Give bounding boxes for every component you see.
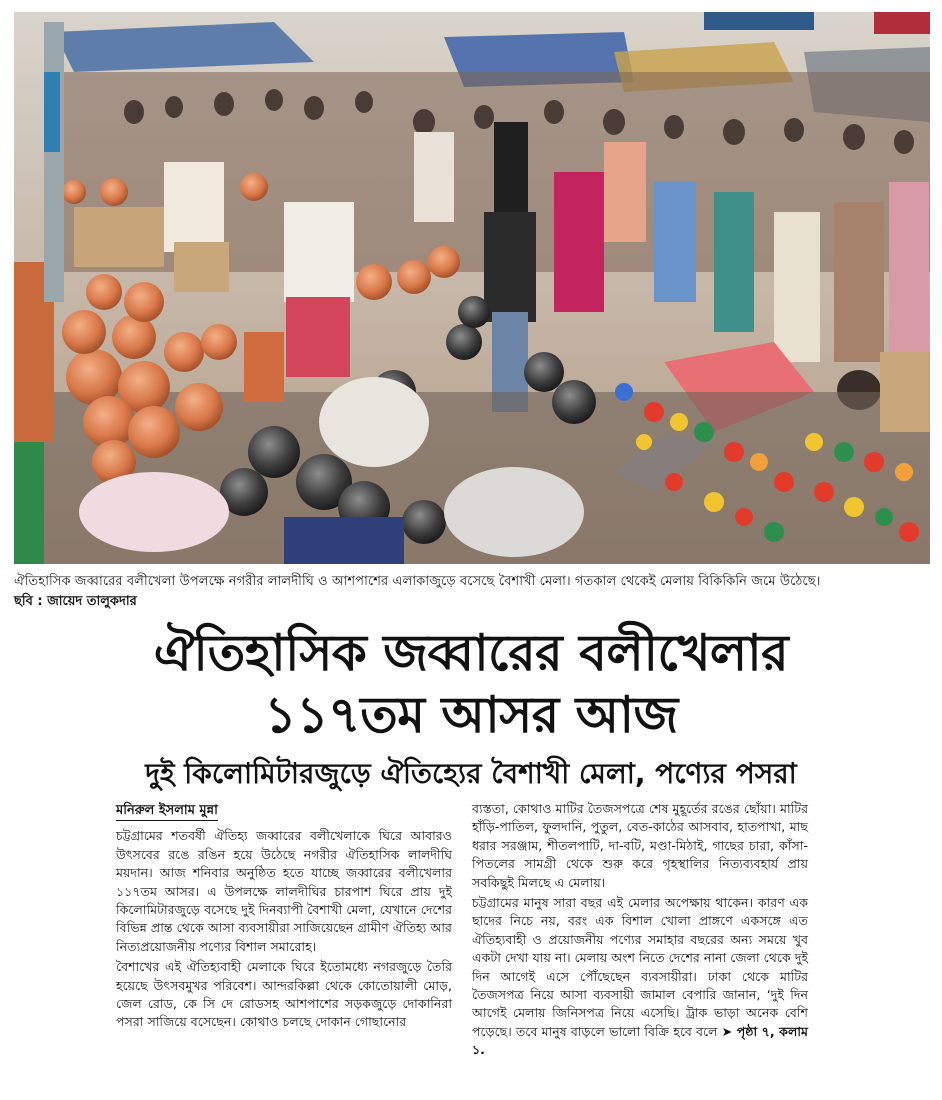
paragraph: চট্টগ্রামের শতবর্ষী ঐতিহ্য জব্বারের বলীখেলাকে ঘিরে আবারও উৎসবের রঙে রঙিন হয়ে উঠেছে নগরীর ঐতিহাসিক লালদীঘি ময়দান। আজ শনিবার অনুষ্ঠিত হতে যাচ্ছে জব্বারের বলীখেলার ১১৭তম আসর। এ উপলক্ষে লালদীঘির চারপাশ ঘিরে প্রায় দুই কিলোমিটারজুড়ে বসেছে দুই দিনব্যাপী বৈশাখী মেলা, যেখানে দেশের বিভিন্ন প্রান্ত থেকে আসা ব্যবসায়ীরা সাজিয়েছেন গ্রামীণ ঐতিহ্য আর নিত্যপ্রয়োজনীয় পণ্যের বিশাল সমারোহ। [116, 828, 452, 954]
article-body [116, 800, 808, 1096]
headline-line-1: ঐতিহাসিক জব্বারের বলীখেলার [153, 624, 789, 682]
article-column-left [116, 800, 452, 1034]
fair-photo-illustration [14, 12, 930, 564]
news-photo [14, 12, 930, 564]
photo-caption [14, 572, 932, 612]
paragraph [472, 894, 808, 1060]
caption-text: ঐতিহাসিক জব্বারের বলীখেলা উপলক্ষে নগরীর লালদীঘি ও আশপাশের এলাকাজুড়ে বসেছে বৈশাখী মেলা। গতকাল থেকেই মেলায় বিকিকিনি জমে উঠেছে। [14, 574, 821, 589]
byline: মনিরুল ইসলাম মুন্না [116, 802, 218, 821]
paragraph-text: চট্টগ্রামের মানুষ সারা বছর এই মেলার অপেক্ষায় থাকেন। কারণ এক ছাদের নিচে নয়, বরং এক বিশাল খোলা প্রাঙ্গণে একসঙ্গে এত ঐতিহ্যবাহী ও প্রয়োজনীয় পণ্যের সমাহার বছরের অন্য সময়ে খুব একটা দেখা যায় না। মেলায় অংশ নিতে দেশের নানা জেলা থেকে দুই দিন আগেই এসে পৌঁছেছেন ব্যবসায়ীরা। ঢাকা থেকে মাটির তৈজসপত্র নিয়ে আসা ব্যবসায়ী জামাল বেপারি জানান, ‘দুই দিন আগেই মেলায় জিনিসপত্র নিয়ে এসেছি। ট্রাক ভাড়া অনেক বেশি পড়েছে। তবে মানুষ বাড়লে ভালো বিক্রি হবে বলে [472, 895, 808, 1039]
continued-on-page-link[interactable]: ➤ পৃষ্ঠা ৭, কলাম ১. [472, 1023, 808, 1058]
article-column-right [472, 800, 808, 1062]
subheadline: দুই কিলোমিটারজুড়ে ঐতিহ্যের বৈশাখী মেলা, পণ্যের পসরা [145, 757, 797, 790]
headline [0, 622, 942, 746]
photo-credit: ছবি : জায়েদ তালুকদার [14, 594, 137, 609]
paragraph: ব্যস্ততা, কোথাও মাটির তৈজসপত্রে শেষ মুহূর্তের রঙের ছোঁয়া। মাটির হাঁড়ি-পাতিল, ফুলদানি, পুতুল, বেত-কাঠের আসবাব, হাতপাখা, মাছ ধরার সরঞ্জাম, শীতলপাটি, দা-বটি, মণ্ডা-মিঠাই, গাছের চারা, কাঁসা-পিতলের সামগ্রী থেকে শুরু করে গৃহস্থালির নিত্যব্যবহার্য প্রায় সবকিছুই মিলছে এ মেলায়। [472, 801, 808, 890]
headline-line-2: ১১৭তম আসর আজ [264, 686, 678, 744]
paragraph: বৈশাখের এই ঐতিহ্যবাহী মেলাকে ঘিরে ইতোমধ্যে নগরজুড়ে তৈরি হয়েছে উৎসবমুখর পরিবেশ। আন্দরকিল্লা থেকে কোতোয়ালী মোড়, জেল রোড, কে সি দে রোডসহ আশপাশের সড়কজুড়ে দোকানিরা পসরা সাজিয়ে বসেছেন। কোথাও চলছে দোকান গোছানোর [116, 959, 452, 1030]
